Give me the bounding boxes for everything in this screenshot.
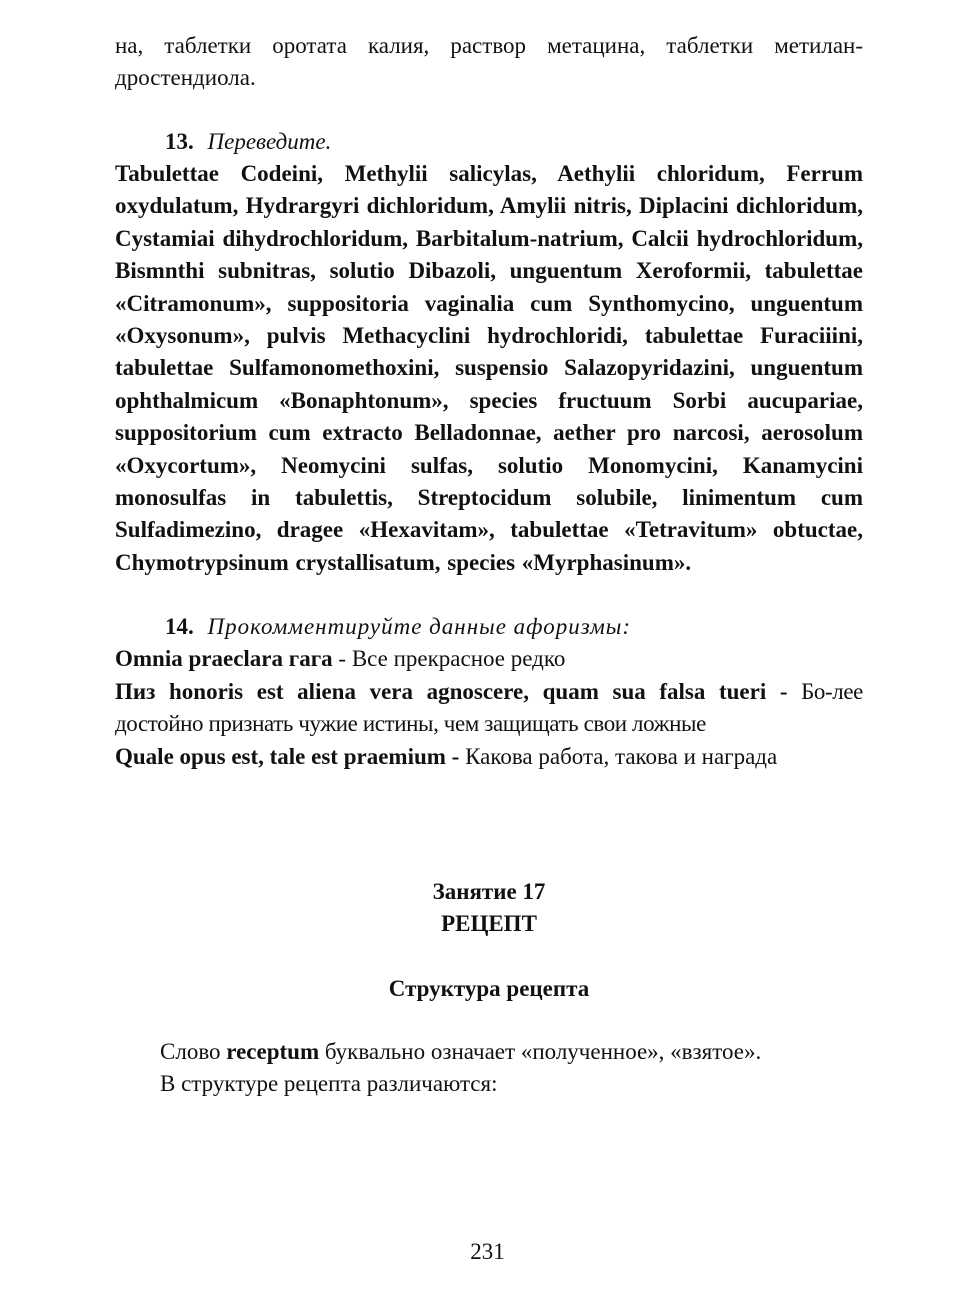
exercise-13-heading: [115, 126, 863, 158]
page-content: [115, 30, 863, 1100]
aphorism-1-latin: Omnia praeclara гага: [115, 646, 333, 672]
aphorism-3-latin: Quale opus est, tale est praemium: [115, 743, 446, 769]
lesson-intro: [115, 1036, 863, 1100]
lesson-title: РЕЦЕПТ: [441, 910, 537, 936]
exercise-13-number: 13.: [165, 129, 194, 154]
lesson-number: Занятие 17: [432, 878, 546, 904]
aphorism-2: [115, 676, 863, 741]
aphorism-3-dash: -: [445, 743, 466, 769]
intro-term: receptum: [226, 1038, 320, 1064]
continuation-line-1: на, таблетки оротата калия, раствор метацина, таблетки метилан-: [115, 33, 863, 58]
section-heading: Структура рецепта: [388, 975, 590, 1001]
aphorism-2-translation: Бо-лее достойно признать чужие истины, чем защищать свои ложные: [115, 678, 863, 737]
continuation-line-2: дростендиола.: [115, 65, 256, 90]
exercise-14-number: 14.: [165, 614, 194, 640]
exercise-14-task: Прокомментируйте данные афоризмы:: [207, 614, 632, 640]
page-number: 231: [470, 1239, 505, 1264]
aphorism-1-dash: -: [332, 646, 352, 672]
aphorism-3: [115, 741, 863, 773]
exercise-13-task: Переведите.: [207, 129, 332, 154]
exercise-14-heading: [115, 611, 863, 643]
intro-before: Слово: [160, 1038, 227, 1064]
intro-line-2: В структуре рецепта различаются:: [160, 1070, 498, 1096]
exercise-13-text: Tabulettae Codeini, Methylii salicylas, Aethylii chloridum, Ferrum oxydulatum, Hydrargyri dichloridum, Amylii nitris, Diplacini dichloridum, Cystamiai dihydrochloridum, Barbitalum-natrium, Calcii hydrochloridum, Bismnthi subnitras, solutio Dibazoli, unguentum Xeroformii, tabulettae «Citramonum», suppositoria vaginalia cum Synthomycino, unguentum «Oxysonum», pulvis Methacyclini hydrochloridi, tabulettae Furaciiini, tabulettae Sulfamonomethoxini, suspensio Salazopyridazini, unguentum ophthalmicum «Bonaphtonum», species fructuum Sorbi aucupariae, suppositorium cum extracto Belladonnae, aether pro narcosi, aerosolum «Oxycortum», Neomycini sulfas, solutio Monomycini, Kanamycini monosulfas in tabulettis, Streptocidum solubile, linimentum cum Sulfadimezino, dragee «Hexavitam», tabulettae «Tetravitum» obtuctae, Chymotrypsinum crystallisatum, species «Myrphasinum».: [115, 161, 863, 575]
aphorism-2-dash: -: [766, 678, 802, 704]
aphorism-1: [115, 643, 863, 675]
aphorism-2-latin: Пиз honoris est aliena vera agnoscere, quam sua falsa tueri: [115, 678, 767, 704]
intro-after: буквально означает «полученное», «взятое».: [319, 1038, 762, 1064]
aphorism-3-translation: Какова работа, такова и награда: [465, 743, 778, 769]
aphorism-1-translation: Все прекрасное редко: [351, 646, 566, 672]
